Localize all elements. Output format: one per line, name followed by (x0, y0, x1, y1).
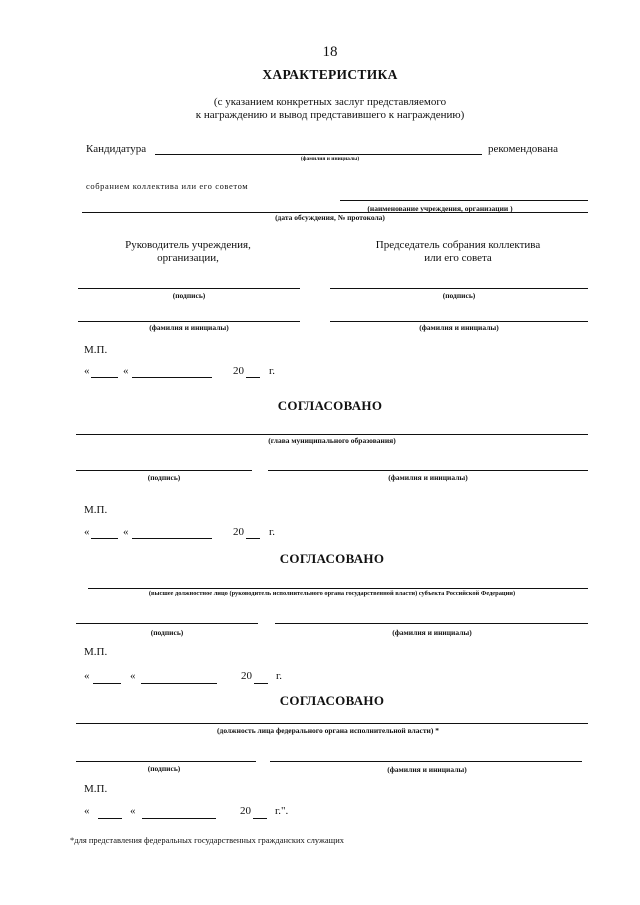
head-right-fio-caption: (фамилия и инициалы) (419, 323, 499, 332)
collective-text: собранием коллектива или его советом (86, 181, 249, 191)
subtitle-line-1: (с указанием конкретных заслуг представляемого (213, 96, 447, 108)
regional-caption: (высшее должностное лицо (руководитель исполнительного органа государственной власти) субъекта Российской Федерации) (148, 590, 516, 597)
date-1-year-line[interactable] (246, 377, 260, 378)
date-1-year-suffix: г. (269, 365, 276, 377)
date-3-year-line[interactable] (254, 683, 268, 684)
date-2-month-line[interactable] (132, 538, 212, 539)
subtitle-line-2: к награждению и вывод представившего к награждению) (195, 109, 465, 121)
head-left-signature-line[interactable] (78, 288, 300, 289)
discussion-caption: (дата обсуждения, № протокола) (275, 213, 385, 222)
agreed-title-2: СОГЛАСОВАНО (279, 551, 385, 566)
date-2-day-line[interactable] (91, 538, 118, 539)
recommended-label: рекомендована (488, 143, 558, 155)
stamp-place-2: М.П. (84, 504, 108, 516)
institution-caption: (наименование учреждения, организации ) (367, 204, 513, 213)
federal-caption: (должность лица федерального органа исполнительной власти) * (217, 726, 439, 735)
head-left-fio-line[interactable] (78, 321, 300, 322)
date-2-quote-close: « (123, 526, 129, 538)
federal-fio-caption: (фамилия и инициалы) (387, 765, 467, 774)
regional-fio-caption: (фамилия и инициалы) (392, 628, 472, 637)
candidate-field-line[interactable] (155, 154, 482, 155)
institution-field-line[interactable] (340, 200, 588, 201)
federal-field-line[interactable] (76, 723, 588, 724)
date-4-year-prefix: 20 (240, 805, 251, 817)
head-right-fio-line[interactable] (330, 321, 588, 322)
date-4-year-suffix: г.". (275, 805, 289, 817)
date-4-quote-close: « (130, 805, 136, 817)
date-1-day-line[interactable] (91, 377, 118, 378)
agreed-title-3: СОГЛАСОВАНО (279, 693, 385, 708)
date-3-quote-close: « (130, 670, 136, 682)
regional-signature-line[interactable] (76, 623, 258, 624)
page-number: 18 (322, 44, 338, 60)
date-4-quote-open: « (84, 805, 90, 817)
head-right-signature-line[interactable] (330, 288, 588, 289)
municipal-fio-caption: (фамилия и инициалы) (388, 473, 468, 482)
date-1-month-line[interactable] (132, 377, 212, 378)
municipal-fio-line[interactable] (268, 470, 588, 471)
document-title: ХАРАКТЕРИСТИКА (262, 67, 398, 82)
candidate-fio-caption: (фамилия и инициалы) (300, 156, 360, 162)
date-3-year-suffix: г. (276, 670, 283, 682)
candidate-label: Кандидатура (86, 143, 147, 155)
head-left-line-1: Руководитель учреждения, (125, 239, 251, 251)
head-right-signature-caption: (подпись) (442, 291, 476, 300)
date-1-quote-close: « (123, 365, 129, 377)
date-1-quote-open: « (84, 365, 90, 377)
head-left-fio-caption: (фамилия и инициалы) (149, 323, 229, 332)
date-4-day-line[interactable] (98, 818, 122, 819)
date-3-month-line[interactable] (141, 683, 217, 684)
regional-fio-line[interactable] (275, 623, 588, 624)
date-3-day-line[interactable] (93, 683, 121, 684)
date-4-year-line[interactable] (253, 818, 267, 819)
date-2-year-prefix: 20 (233, 526, 244, 538)
date-2-year-line[interactable] (246, 538, 260, 539)
head-left-line-2: организации, (157, 252, 219, 264)
head-left-signature-caption: (подпись) (172, 291, 206, 300)
footnote: *для представления федеральных государственных гражданских служащих (70, 835, 345, 845)
date-3-year-prefix: 20 (241, 670, 252, 682)
regional-field-line[interactable] (88, 588, 588, 589)
stamp-place-3: М.П. (84, 646, 108, 658)
regional-signature-caption: (подпись) (150, 628, 184, 637)
agreed-title-1: СОГЛАСОВАНО (277, 398, 383, 413)
municipal-field-line[interactable] (76, 434, 588, 435)
head-right-line-1: Председатель собрания коллектива (375, 239, 541, 251)
date-2-quote-open: « (84, 526, 90, 538)
federal-signature-line[interactable] (76, 761, 256, 762)
municipal-caption: (глава муниципального образования) (268, 436, 396, 445)
date-3-quote-open: « (84, 670, 90, 682)
municipal-signature-caption: (подпись) (147, 473, 181, 482)
date-2-year-suffix: г. (269, 526, 276, 538)
stamp-place-1: М.П. (84, 344, 108, 356)
date-4-month-line[interactable] (142, 818, 216, 819)
head-right-line-2: или его совета (424, 252, 492, 264)
federal-fio-line[interactable] (270, 761, 582, 762)
stamp-place-4: М.П. (84, 783, 108, 795)
municipal-signature-line[interactable] (76, 470, 252, 471)
federal-signature-caption: (подпись) (147, 764, 181, 773)
date-1-year-prefix: 20 (233, 365, 244, 377)
